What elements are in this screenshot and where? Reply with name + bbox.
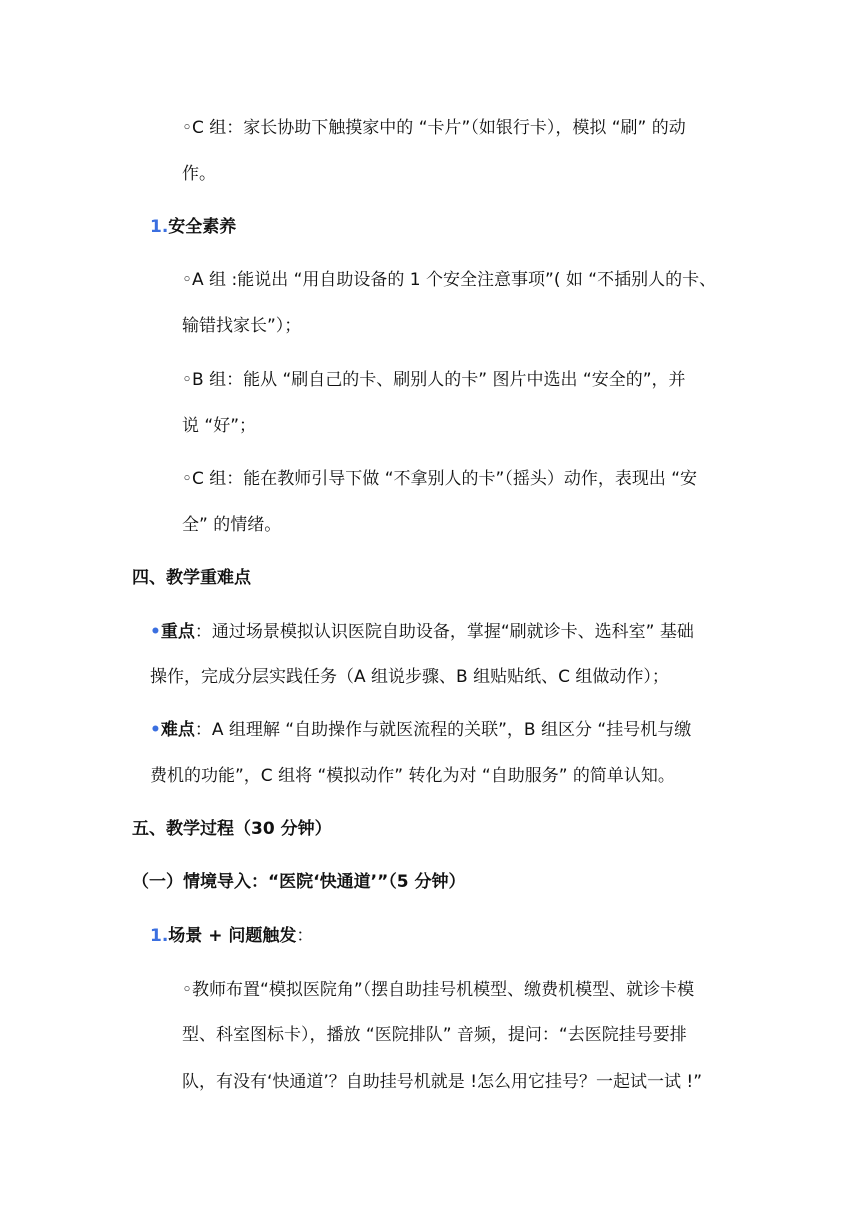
difficult-point-line1 — [150, 718, 691, 742]
heading-five: 五、教学过程（30 分钟） — [132, 819, 332, 839]
scene-colon: ： — [296, 926, 314, 946]
teacher-activity-line3: 队，有没有‘快通道’？自助挂号机就是 !怎么用它挂号？一起试一试 !” — [182, 1072, 703, 1092]
c-group-operation-line2: 作。 — [182, 164, 216, 184]
key-point-line1 — [150, 620, 694, 644]
teacher-activity-line2: 型、科室图标卡），播放 “医院排队” 音频，提问：“去医院挂号要排 — [182, 1025, 687, 1045]
difficult-point-label: 难点 — [160, 720, 195, 740]
scene-heading — [150, 924, 313, 948]
a-group-safety-line1: ◦A 组 :能说出 “用自助设备的 1 个安全注意事项”( 如 “不插别人的卡、 — [182, 270, 717, 290]
b-group-safety-line1: ◦B 组：能从 “刷自己的卡、刷别人的卡” 图片中选出 “安全的”，并 — [182, 370, 686, 390]
heading-four: 四、教学重难点 — [132, 568, 251, 588]
key-point-bullet-icon: • — [150, 622, 161, 642]
section-safety-title: 安全素养 — [168, 217, 237, 237]
section-safety-heading — [150, 215, 236, 239]
c-group-safety-line2: 全” 的情绪。 — [182, 515, 282, 535]
c-group-safety-line1: ◦C 组：能在教师引导下做 “不拿别人的卡”（摇头）动作，表现出 “安 — [182, 469, 698, 489]
teacher-activity-line1: ◦教师布置“模拟医院角”（摆自助挂号机模型、缴费机模型、就诊卡模 — [182, 980, 695, 1000]
scene-title: 场景 + 问题触发 — [168, 926, 297, 946]
a-group-safety-line2: 输错找家长”）； — [182, 316, 302, 336]
c-group-operation-line1: ◦C 组：家长协助下触摸家中的 “卡片”（如银行卡），模拟 “刷” 的动 — [182, 118, 686, 138]
sub-heading-one: （一）情境导入：“医院‘快通道’”（5 分钟） — [132, 872, 466, 892]
key-point-text: ：通过场景模拟认识医院自助设备，掌握“刷就诊卡、选科室” 基础 — [194, 622, 694, 642]
key-point-label: 重点 — [160, 622, 195, 642]
scene-number: 1. — [150, 926, 169, 946]
key-point-line2: 操作，完成分层实践任务（A 组说步骤、B 组贴贴纸、C 组做动作）； — [150, 667, 669, 687]
difficult-point-text: ：A 组理解 “自助操作与就医流程的关联”，B 组区分 “挂号机与缴 — [194, 720, 692, 740]
section-safety-number: 1. — [150, 217, 169, 237]
difficult-point-bullet-icon: • — [150, 720, 161, 740]
difficult-point-line2: 费机的功能”，C 组将 “模拟动作” 转化为对 “自助服务” 的简单认知。 — [150, 766, 675, 786]
b-group-safety-line2: 说 “好”； — [182, 416, 257, 436]
